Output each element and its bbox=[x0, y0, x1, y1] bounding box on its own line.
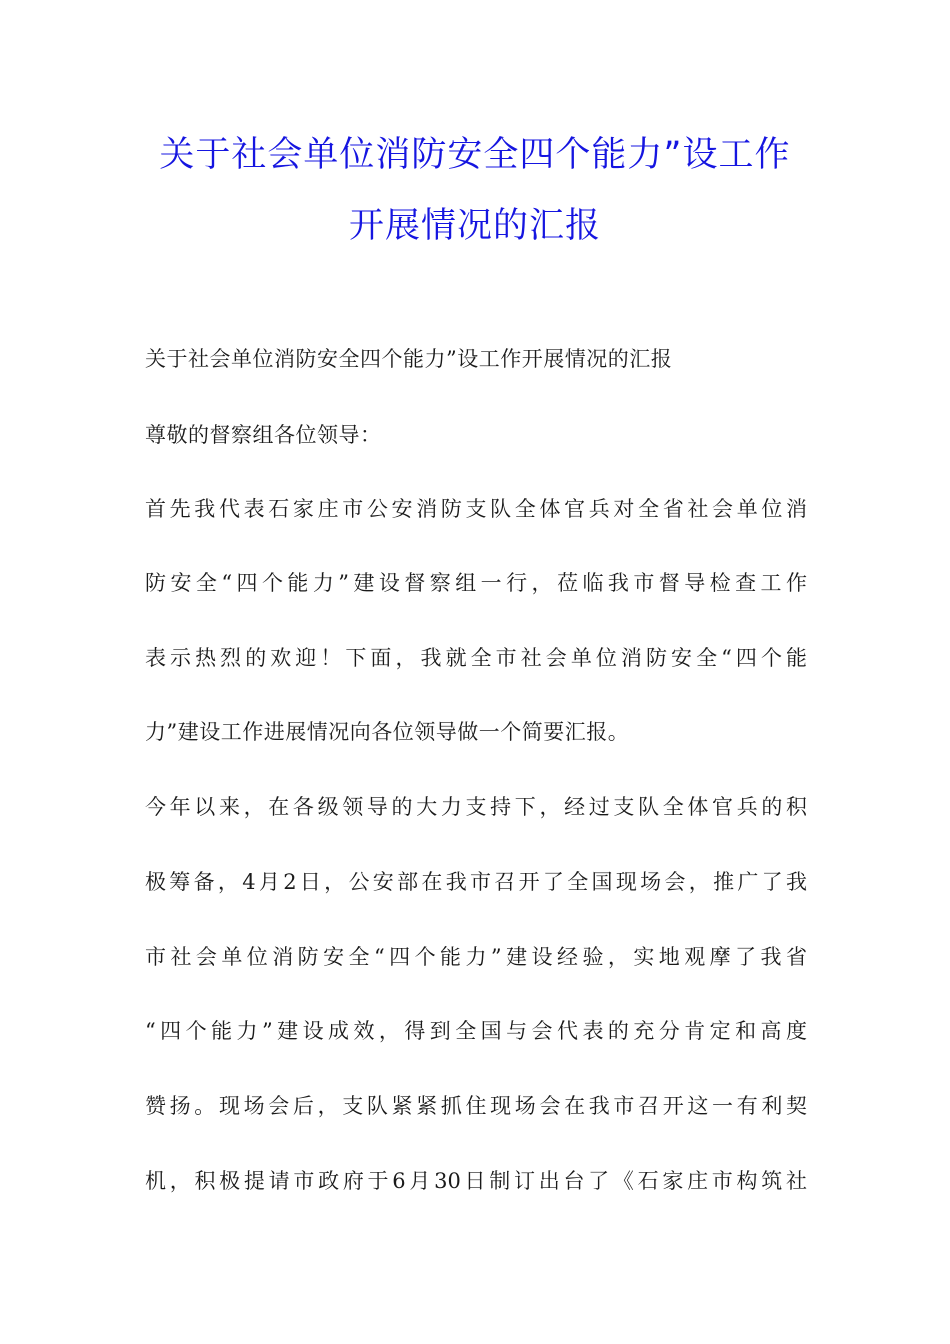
paragraph-line: 机，积极提请市政府于6月30日制订出台了《石家庄市构筑社 bbox=[145, 1169, 807, 1193]
paragraph-line: 表示热烈的欢迎！下面，我就全市社会单位消防安全“四个能 bbox=[145, 646, 807, 670]
document-title-line-1: 关于社会单位消防安全四个能力”设工作 bbox=[159, 135, 791, 175]
paragraph-line: 防安全“四个能力”建设督察组一行，莅临我市督导检查工作 bbox=[145, 571, 807, 595]
paragraph-line: 今年以来，在各级领导的大力支持下，经过支队全体官兵的积 bbox=[145, 795, 807, 819]
paragraph-line: 赞扬。现场会后，支队紧紧抓住现场会在我市召开这一有利契 bbox=[145, 1094, 807, 1118]
paragraph-line: 首先我代表石家庄市公安消防支队全体官兵对全省社会单位消 bbox=[145, 497, 807, 521]
paragraph-line: 极筹备，4月2日，公安部在我市召开了全国现场会，推广了我 bbox=[145, 870, 807, 894]
paragraph-line: 力”建设工作进展情况向各位领导做一个简要汇报。 bbox=[145, 720, 630, 744]
subtitle-line: 关于社会单位消防安全四个能力”设工作开展情况的汇报 bbox=[145, 347, 673, 371]
paragraph-line: 市社会单位消防安全“四个能力”建设经验，实地观摩了我省 bbox=[145, 945, 807, 969]
salutation-line: 尊敬的督察组各位领导： bbox=[145, 423, 382, 447]
document-title-line-2: 开展情况的汇报 bbox=[348, 206, 601, 246]
paragraph-line: “四个能力”建设成效，得到全国与会代表的充分肯定和高度 bbox=[145, 1019, 807, 1043]
